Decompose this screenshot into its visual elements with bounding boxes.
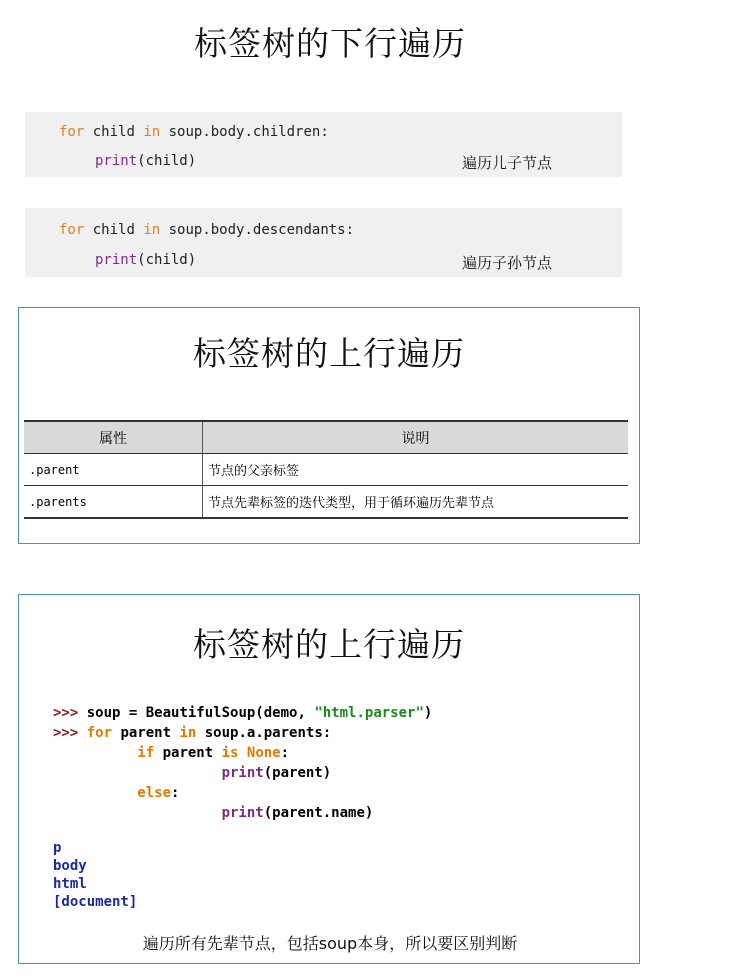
function-print: print bbox=[221, 805, 264, 821]
keyword-in: in bbox=[143, 124, 161, 140]
repl-prompt: >>> bbox=[53, 725, 79, 741]
column-header-attribute: 属性 bbox=[24, 421, 203, 454]
code-line bbox=[59, 124, 329, 140]
code-token: : bbox=[171, 785, 180, 801]
code-token: soup.body.descendants: bbox=[160, 222, 355, 238]
keyword-for: for bbox=[59, 222, 85, 238]
keyword-if: if bbox=[137, 745, 155, 761]
keyword-in: in bbox=[179, 725, 197, 741]
code-token bbox=[238, 745, 246, 761]
panel-caption: 遍历所有先辈节点，包括soup本身，所以要区别判断 bbox=[142, 934, 518, 953]
code-note: 遍历子孙节点 bbox=[462, 254, 553, 272]
output-line: html bbox=[53, 876, 87, 892]
repl-prompt: >>> bbox=[53, 705, 79, 721]
code-line bbox=[95, 153, 196, 169]
code-token: soup.a.parents: bbox=[196, 725, 332, 741]
table-cell-description: 节点的父亲标签 bbox=[203, 454, 629, 486]
code-line bbox=[53, 743, 432, 763]
code-block-descendants bbox=[25, 208, 622, 277]
string-literal: "html.parser" bbox=[314, 705, 424, 721]
table-row bbox=[24, 486, 628, 519]
panel-title: 标签树的上行遍历 bbox=[193, 334, 465, 373]
code-line bbox=[53, 783, 432, 803]
keyword-none: None bbox=[246, 745, 281, 761]
code-token: child bbox=[84, 222, 144, 238]
code-output bbox=[53, 839, 137, 911]
code-line bbox=[95, 252, 196, 268]
table-header-row bbox=[24, 421, 628, 454]
output-line: [document] bbox=[53, 894, 138, 910]
code-token: : bbox=[280, 745, 290, 761]
function-print: print bbox=[95, 153, 138, 169]
code-token: soup = BeautifulSoup(demo, bbox=[78, 705, 315, 721]
code-listing bbox=[53, 703, 432, 823]
column-header-description: 说明 bbox=[203, 421, 629, 454]
table-cell-attribute: .parents bbox=[24, 486, 203, 519]
table-cell-attribute: .parent bbox=[24, 454, 203, 486]
output-line: body bbox=[53, 858, 87, 874]
code-line bbox=[59, 222, 354, 238]
keyword-is: is bbox=[221, 745, 239, 761]
panel-title: 标签树的上行遍历 bbox=[193, 625, 465, 664]
code-token: (child) bbox=[137, 153, 197, 169]
keyword-in: in bbox=[143, 222, 161, 238]
code-token: (parent) bbox=[263, 765, 332, 781]
code-token: child bbox=[84, 124, 144, 140]
code-block-children bbox=[25, 112, 622, 177]
table-cell-description: 节点先辈标签的迭代类型，用于循环遍历先辈节点 bbox=[203, 486, 629, 519]
keyword-else: else bbox=[137, 785, 172, 801]
function-print: print bbox=[221, 765, 264, 781]
code-line bbox=[53, 803, 432, 823]
page-title-downward: 标签树的下行遍历 bbox=[194, 24, 466, 63]
keyword-for: for bbox=[86, 725, 113, 741]
function-print: print bbox=[95, 252, 138, 268]
code-token: parent bbox=[112, 725, 180, 741]
table-row bbox=[24, 454, 628, 486]
code-line bbox=[53, 723, 432, 743]
keyword-for: for bbox=[59, 124, 85, 140]
slide-panel-attributes bbox=[18, 307, 640, 544]
code-note: 遍历儿子节点 bbox=[462, 154, 553, 172]
code-token: soup.body.children: bbox=[160, 124, 329, 140]
attribute-table bbox=[24, 420, 628, 519]
code-line bbox=[53, 763, 432, 783]
code-token: ) bbox=[423, 705, 433, 721]
code-token: parent bbox=[154, 745, 222, 761]
output-line: p bbox=[53, 840, 62, 856]
slide-panel-code-example bbox=[18, 594, 640, 964]
code-token: (parent.name) bbox=[263, 805, 374, 821]
code-line bbox=[53, 703, 432, 723]
code-token: (child) bbox=[137, 252, 197, 268]
